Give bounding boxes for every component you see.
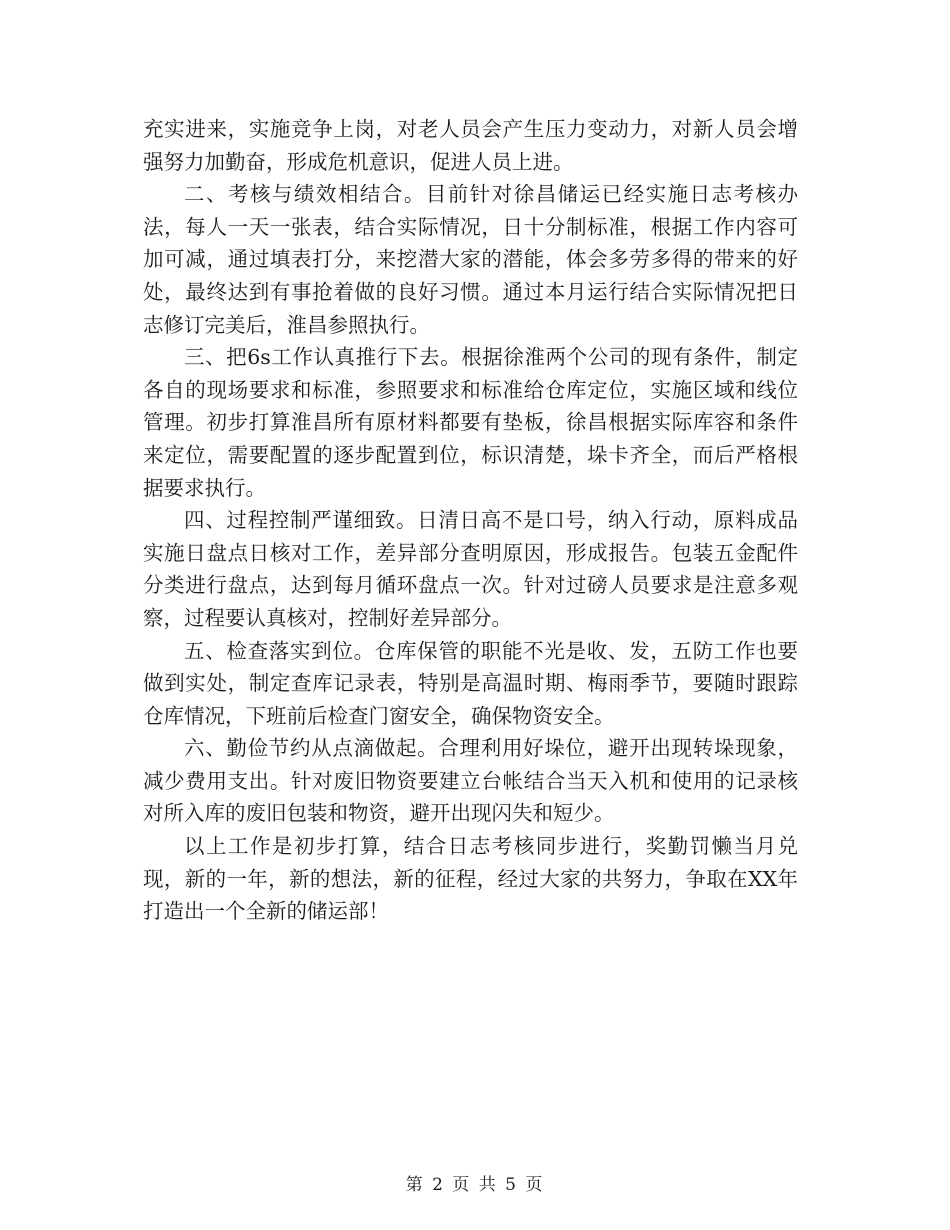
paragraph-process-control: 四、过程控制严谨细致。日清日高不是口号，纳入行动，原料成品实施日盘点日核对工作，差异部分查明原因，形成报告。包装五金配件分类进行盘点，达到每月循环盘点一次。针对过磅人员要求是注意多观察，过程要认真核对，控制好差异部分。	[143, 508, 798, 630]
page-number-footer: 第 2 页 共 5 页	[405, 1175, 545, 1195]
paragraph-assessment: 二、考核与绩效相结合。目前针对徐昌储运已经实施日志考核办法，每人一天一张表，结合实际情况，日十分制标准，根据工作内容可加可减，通过填表打分，来挖潜大家的潜能，体会多劳多得的带来的好处，最终达到有事抢着做的良好习惯。通过本月运行结合实际情况把日志修订完美后，淮昌参照执行。	[143, 182, 798, 337]
paragraph-continuation: 充实进来，实施竞争上岗，对老人员会产生压力变动力，对新人员会增强努力加勤奋，形成危机意识，促进人员上进。	[143, 117, 798, 174]
paragraph-conclusion: 以上工作是初步打算，结合日志考核同步进行，奖勤罚懒当月兑现，新的一年，新的想法，新的征程，经过大家的共努力，争取在XX年打造出一个全新的储运部！	[143, 834, 798, 924]
paragraph-inspection: 五、检查落实到位。仓库保管的职能不光是收、发，五防工作也要做到实处，制定查库记录表，特别是高温时期、梅雨季节，要随时跟踪仓库情况，下班前后检查门窗安全，确保物资安全。	[143, 638, 798, 728]
document-body	[143, 113, 798, 928]
paragraph-6s: 三、把6s工作认真推行下去。根据徐淮两个公司的现有条件，制定各自的现场要求和标准，参照要求和标准给仓库定位，实施区域和线位管理。初步打算淮昌所有原材料都要有垫板，徐昌根据实际库容和条件来定位，需要配置的逐步配置到位，标识清楚，垛卡齐全，而后严格根据要求执行。	[143, 345, 798, 500]
paragraph-thrift: 六、勤俭节约从点滴做起。合理利用好垛位，避开出现转垛现象，减少费用支出。针对废旧物资要建立台帐结合当天入机和使用的记录核对所入库的废旧包装和物资，避开出现闪失和短少。	[143, 736, 798, 826]
